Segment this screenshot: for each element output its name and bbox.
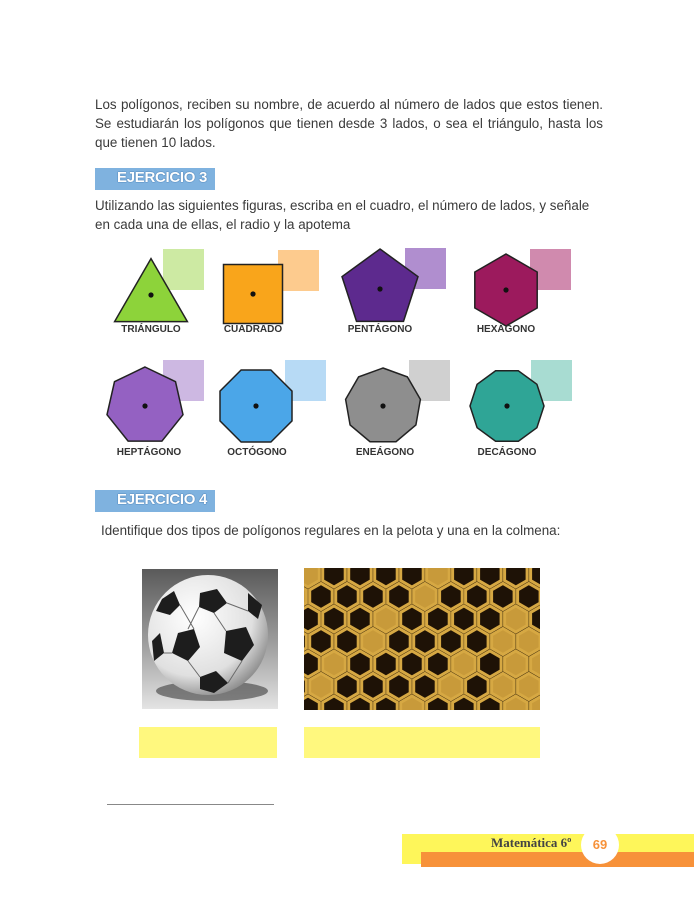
honeycomb-cell: [414, 674, 437, 700]
honeycomb-cell: [310, 629, 333, 655]
honeycomb-cell: [388, 629, 411, 655]
polygon-label-2: CUADRADO: [223, 324, 283, 335]
polygon-label-4: HEXÁGONO: [476, 324, 536, 335]
honeycomb-cell: [349, 651, 372, 677]
soccer-ball-image: [142, 569, 278, 709]
polygon-7: [341, 364, 425, 448]
honeycomb-cell: [349, 568, 372, 587]
polygon-shape: [115, 259, 188, 322]
honeycomb-cell: [492, 629, 514, 655]
exercise-3-header: [95, 168, 215, 190]
polygon-label-8: DECÁGONO: [477, 447, 537, 458]
honeycomb-cell: [518, 629, 540, 655]
footer-band-orange: [421, 852, 694, 867]
honeycomb-cell: [518, 674, 540, 700]
honeycomb-cell: [518, 584, 540, 610]
polygon-label-5: HEPTÁGONO: [116, 447, 182, 458]
honeycomb-cell: [453, 651, 476, 677]
polygon-4: [466, 250, 546, 330]
honeycomb-cell: [427, 568, 450, 587]
polygon-6: [213, 363, 299, 449]
honeycomb-cell: [323, 568, 346, 587]
honeycomb-cell: [336, 674, 359, 700]
honeycomb-cell: [505, 606, 527, 632]
honeycomb-cell: [388, 674, 411, 700]
center-point: [253, 403, 258, 408]
honeycomb-cell: [505, 568, 527, 587]
honeycomb-cell: [414, 629, 437, 655]
honeycomb-cell: [440, 584, 463, 610]
honeycomb-answer-box[interactable]: [304, 727, 540, 758]
honeycomb-cell: [453, 606, 476, 632]
honeycomb-cell: [375, 606, 398, 632]
polygon-label-1: TRIÁNGULO: [121, 324, 181, 335]
center-point: [377, 286, 382, 291]
honeycomb-cell: [427, 606, 450, 632]
honeycomb-cell: [479, 606, 502, 632]
center-point: [142, 403, 147, 408]
honeycomb-cell: [401, 568, 424, 587]
honeycomb-cell: [401, 651, 424, 677]
center-point: [503, 287, 508, 292]
ball-answer-box[interactable]: [139, 727, 277, 758]
exercise-3-title: EJERCICIO 3: [117, 169, 208, 186]
honeycomb-image: [304, 568, 540, 710]
polygon-label-3: PENTÁGONO: [347, 324, 413, 335]
honeycomb-cell: [323, 651, 346, 677]
honeycomb-cell: [466, 629, 489, 655]
honeycomb-cell: [336, 584, 359, 610]
honeycomb-cell: [362, 629, 385, 655]
center-point: [380, 403, 385, 408]
intro-paragraph: Los polígonos, reciben su nombre, de acuerdo al número de lados que estos tienen. Se estudiarán los polígonos que tienen desde 3 lados, o sea el triángulo, hasta los que tienen 10 lados.: [95, 97, 603, 150]
honeycomb-cell: [492, 674, 514, 700]
honeycomb-cell: [388, 584, 411, 610]
exercise-4-instruction: Identifique dos tipos de polígonos regulares en la pelota y una en la colmena:: [101, 523, 561, 538]
honeycomb-cell: [427, 651, 450, 677]
honeycomb-cell: [375, 651, 398, 677]
honeycomb-cell: [304, 606, 319, 632]
honeycomb-cell: [304, 651, 319, 677]
honeycomb-cell: [414, 584, 437, 610]
honeycomb-cell: [401, 606, 424, 632]
honeycomb-cell: [466, 674, 489, 700]
polygon-3: [336, 245, 424, 333]
honeycomb-cell: [479, 568, 502, 587]
honeycomb-cell: [479, 651, 502, 677]
honeycomb-cell: [505, 651, 527, 677]
polygon-label-7: ENEÁGONO: [355, 447, 415, 458]
honeycomb-cell: [440, 629, 463, 655]
honeycomb-cell: [492, 584, 514, 610]
footer-book-title: Matemática 6º: [491, 835, 572, 850]
footnote-divider: [107, 804, 274, 805]
center-point: [250, 291, 255, 296]
honeycomb-cell: [310, 584, 333, 610]
honeycomb-cell: [362, 674, 385, 700]
honeycomb-cell: [349, 606, 372, 632]
polygon-8: [466, 365, 548, 447]
honeycomb-cell: [310, 674, 333, 700]
exercise-3-instruction: Utilizando las siguientes figuras, escriba en el cuadro, el número de lados, y señale en cada una de ellas, el radio y la apotema: [95, 198, 590, 232]
honeycomb-cell: [531, 606, 540, 632]
honeycomb-cell: [453, 568, 476, 587]
center-point: [148, 292, 153, 297]
honeycomb-cell: [336, 629, 359, 655]
polygon-5: [102, 363, 188, 449]
honeycomb-cell: [531, 651, 540, 677]
honeycomb-cell: [362, 584, 385, 610]
polygon-shape: [342, 249, 418, 321]
page-number: 69: [592, 837, 608, 852]
center-point: [504, 403, 509, 408]
honeycomb-cell: [466, 584, 489, 610]
honeycomb-cell: [323, 606, 346, 632]
exercise-4-header: [95, 490, 215, 512]
exercise-4-title: EJERCICIO 4: [117, 491, 208, 508]
polygon-label-6: OCTÓGONO: [227, 447, 287, 458]
honeycomb-cell: [375, 568, 398, 587]
honeycomb-cell: [440, 674, 463, 700]
